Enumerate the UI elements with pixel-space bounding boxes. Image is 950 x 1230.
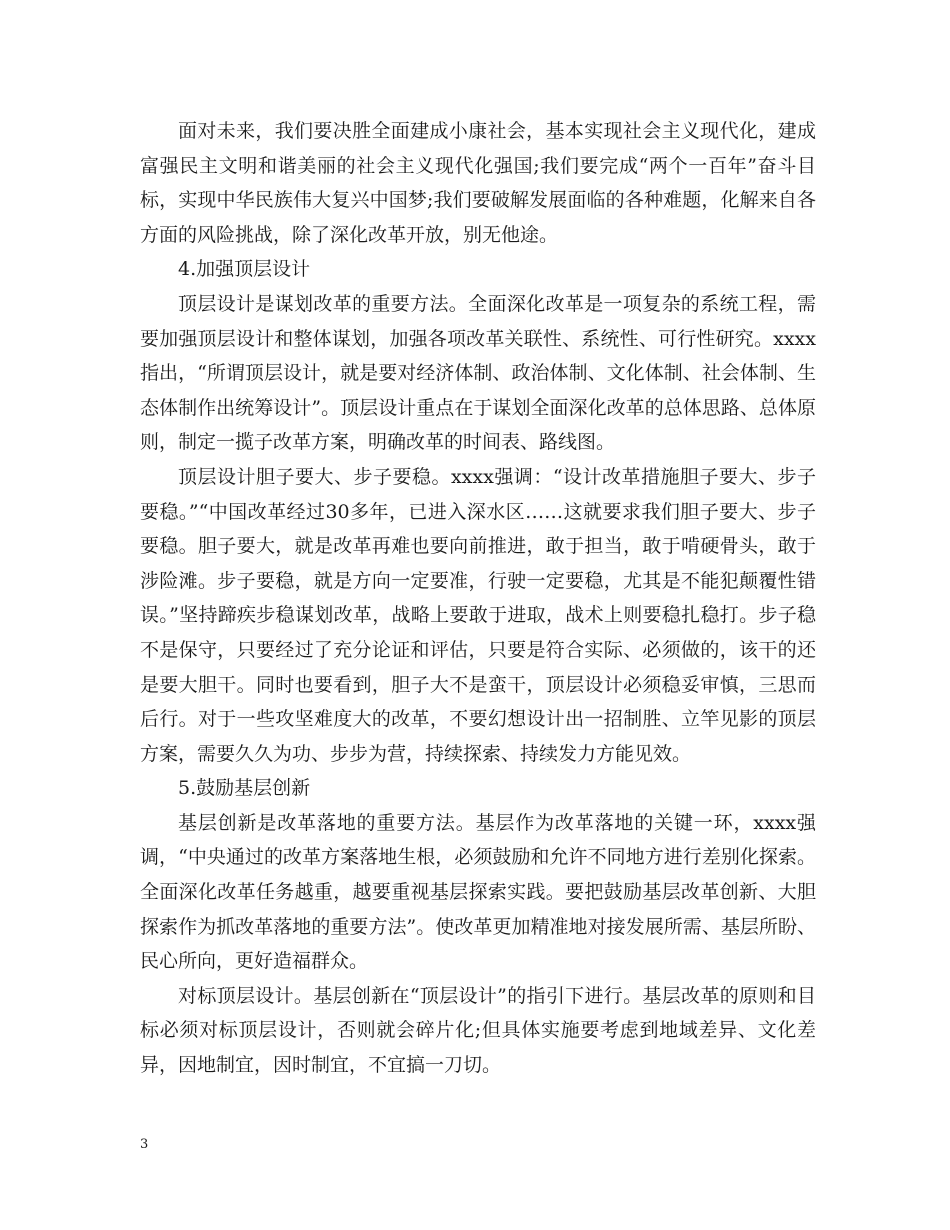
- paragraph: 对标顶层设计。基层创新在“顶层设计”的指引下进行。基层改革的原则和目标必须对标顶层设计，否则就会碎片化;但具体实施要考虑到地域差异、文化差异，因地制宜，因时制宜，不宜搞一刀切。: [140, 984, 816, 1077]
- document-body: [140, 114, 816, 1083]
- paragraph: 面对未来，我们要决胜全面建成小康社会，基本实现社会主义现代化，建成富强民主文明和谐美丽的社会主义现代化强国;我们要完成“两个一百年”奋斗目标，实现中华民族伟大复兴中国梦;我们要破解发展面临的各种难题，化解来自各方面的风险挑战，除了深化改革开放，别无他途。: [140, 120, 816, 246]
- paragraph: 基层创新是改革落地的重要方法。基层作为改革落地的关键一环，xxxx强调，“中央通过的改革方案落地生根，必须鼓励和允许不同地方进行差别化探索。全面深化改革任务越重，越要重视基层探索实践。要把鼓励基层改革创新、大胆探索作为抓改革落地的重要方法”。使改革更加精准地对接发展所需、基层所盼、民心所向，更好造福群众。: [140, 811, 816, 973]
- section-heading: 5.鼓励基层创新: [178, 777, 311, 800]
- page-number: 3: [140, 1137, 149, 1152]
- paragraph: 顶层设计是谋划改革的重要方法。全面深化改革是一项复杂的系统工程，需要加强顶层设计和整体谋划，加强各项改革关联性、系统性、可行性研究。xxxx指出，“所谓顶层设计，就是要对经济体制、政治体制、文化体制、社会体制、生态体制作出统筹设计”。顶层设计重点在于谋划全面深化改革的总体思路、总体原则，制定一揽子改革方案，明确改革的时间表、路线图。: [140, 292, 816, 454]
- section-heading: 4.加强顶层设计: [178, 258, 311, 281]
- paragraph: 顶层设计胆子要大、步子要稳。xxxx强调：“设计改革措施胆子要大、步子要稳。”“中国改革经过30多年，已进入深水区……这就要求我们胆子要大、步子要稳。胆子要大，就是改革再难也要向前推进，敢于担当，敢于啃硬骨头，敢于涉险滩。步子要稳，就是方向一定要准，行驶一定要稳，尤其是不能犯颠覆性错误。”坚持蹄疾步稳谋划改革，战略上要敢于进取，战术上则要稳扎稳打。步子稳不是保守，只要经过了充分论证和评估，只要是符合实际、必须做的，该干的还是要大胆干。同时也要看到，胆子大不是蛮干，顶层设计必须稳妥审慎，三思而后行。对于一些攻坚难度大的改革，不要幻想设计出一招制胜、立竿见影的顶层方案，需要久久为功、步步为营，持续探索、持续发力方能见效。: [140, 465, 816, 765]
